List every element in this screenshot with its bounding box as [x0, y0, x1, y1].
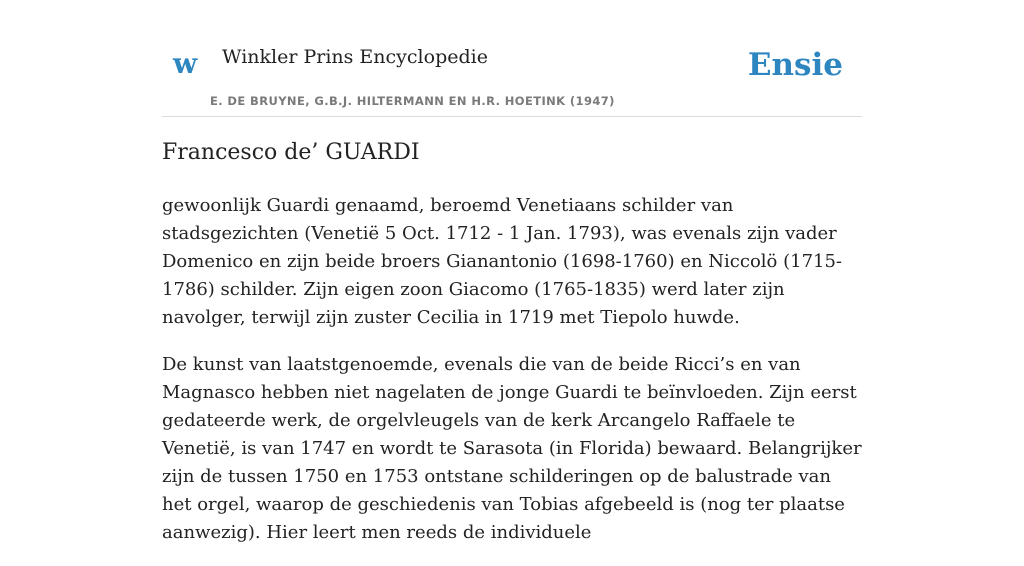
- site-header: [162, 0, 862, 117]
- paragraph: gewoonlijk Guardi genaamd, beroemd Venetiaans schilder van stadsgezichten (Venetië 5 Oct. 1712 - 1 Jan. 1793), was evenals zijn vader Domenico en zijn beide broers Gianantonio (1698-1760) en Niccolö (1715-1786) schilder. Zijn eigen zoon Giacomo (1765-1835) werd later zijn navolger, terwijl zijn zuster Cecilia in 1719 met Tiepolo huwde.: [162, 195, 843, 328]
- authors-line: E. DE BRUYNE, G.B.J. HILTERMANN EN H.R. HOETINK (1947): [210, 94, 615, 108]
- article-title: Francesco de’ GUARDI: [162, 140, 420, 165]
- paragraph: De kunst van laatstgenoemde, evenals die van de beide Ricci’s en van Magnasco hebben niet nagelaten de jonge Guardi te beïnvloeden. Zijn eerst gedateerde werk, de orgelvleugels van de kerk Arcangelo Raffaele te Venetië, is van 1747 en wordt te Sarasota (in Florida) bewaard. Belangrijker zijn de tussen 1750 en 1753 ontstane schilderingen op de balustrade van het orgel, waarop de geschiedenis van Tobias afgebeeld is (nog ter plaatse aanwezig). Hier leert men reeds de individuele: [162, 354, 862, 543]
- publication-title[interactable]: Winkler Prins Encyclopedie: [222, 46, 488, 68]
- wp-logo-icon[interactable]: w: [173, 47, 198, 80]
- ensie-logo[interactable]: Ensie: [747, 47, 843, 83]
- article-body: [162, 192, 862, 566]
